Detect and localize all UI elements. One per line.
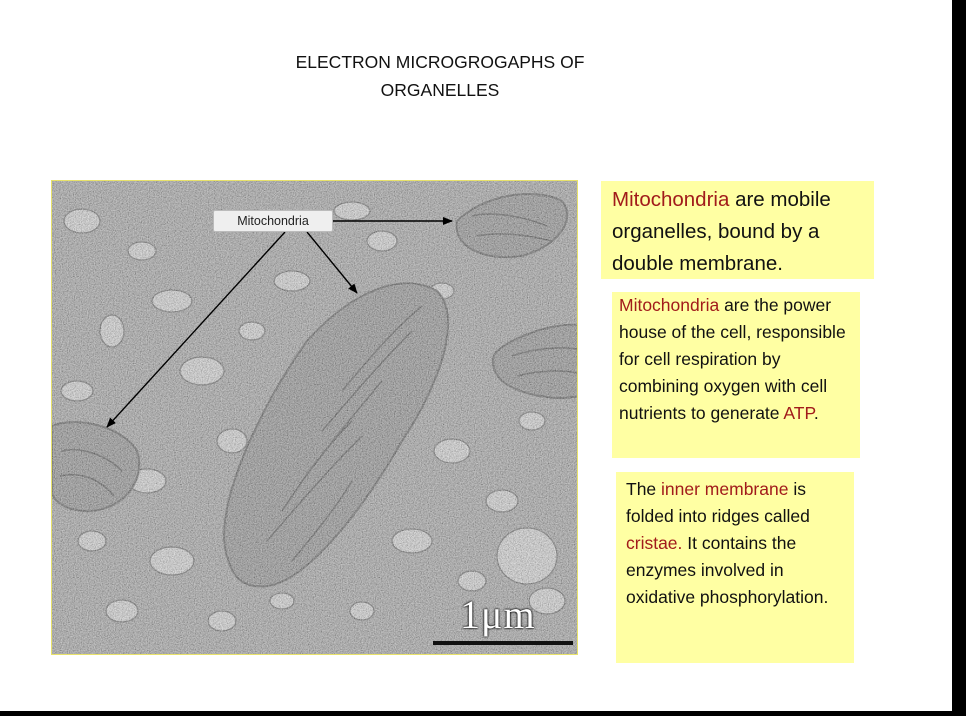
note-3-highlight: inner membrane	[661, 479, 789, 499]
electron-micrograph	[51, 180, 578, 655]
note-inner-membrane	[616, 472, 854, 663]
mitochondria-label: Mitochondria	[213, 210, 333, 232]
scale-bar-label: 1μm	[460, 592, 536, 637]
note-2-atp: ATP	[783, 403, 814, 423]
slide-title-line-1: ELECTRON MICROGROGAPHS OF	[295, 52, 585, 72]
slide-title-line-2: ORGANELLES	[380, 80, 500, 100]
note-2-end: .	[813, 403, 819, 423]
note-3-pre: The	[626, 479, 662, 499]
slide-title	[240, 48, 640, 104]
note-3-mid: is folded into ridges called	[626, 479, 810, 526]
scale-bar	[433, 641, 573, 645]
note-mobile-organelles	[601, 181, 874, 279]
page-right-border	[952, 0, 966, 716]
note-2-highlight: Mitochondria	[619, 295, 720, 315]
note-3-post: It contains the enzymes involved in oxidative phosphorylation.	[626, 533, 829, 607]
note-power-house	[612, 292, 860, 458]
note-1-text: are mobile organelles, bound by a double membrane.	[612, 188, 831, 275]
note-3-cristae: cristae.	[626, 533, 683, 553]
note-1-highlight: Mitochondria	[612, 188, 730, 211]
note-2-text: are the power house of the cell, responsible for cell respiration by combining oxygen with cell nutrients to generate	[619, 295, 846, 423]
page-bottom-border	[0, 711, 966, 716]
micrograph-texture	[52, 181, 578, 655]
micrograph-image	[52, 181, 578, 655]
